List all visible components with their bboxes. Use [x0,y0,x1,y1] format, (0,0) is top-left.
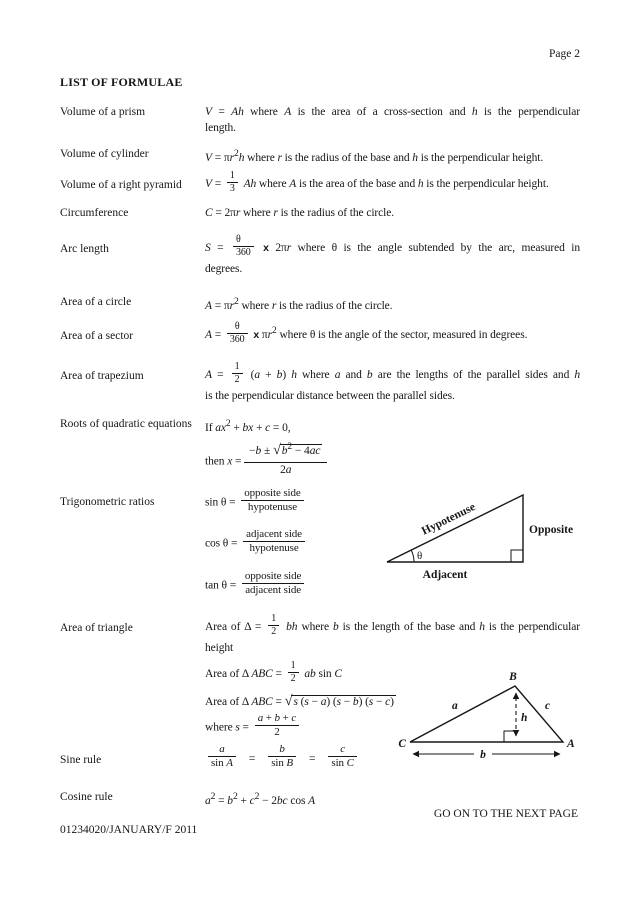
fraction [328,743,356,770]
fraction-numerator: a + b + c [255,712,299,726]
row-volume-cylinder [60,146,580,166]
fraction-numerator: 1 [268,613,279,626]
row-label: Volume of cylinder [60,148,149,160]
formula-text: Area of Δ = [205,621,266,634]
formula-text: x $\pi r^2$ where θ is the angle of the sector, measured in degrees. [253,324,528,341]
fraction-numerator: θ [233,234,254,247]
formula-text: then x = [205,455,245,468]
formula-text: is the perpendicular distance between the parallel sides. [205,389,455,402]
formula-text: length. [205,122,236,134]
formula-text: Ah where A is the area of the base and h is the perpendicular height. [243,177,549,190]
row-volume-prism [60,104,580,136]
fraction-denominator: sin A [211,757,233,770]
fraction [242,570,304,597]
formula-text: V = Ah where A is the area of a cross-section and h is the perpendicular [205,106,580,118]
formula-text: $b^2 - 4ac$ [281,441,321,458]
side-b-label: b [480,749,486,761]
fraction-denominator: 2 [290,672,296,684]
equals-sign: = [248,752,256,765]
row-label: Area of triangle [60,621,133,634]
opposite-label: Opposite [529,524,574,536]
triangle-outline [387,495,523,562]
formula-text: tan θ = [205,578,239,591]
formula-text: x 2πr where θ is the angle subtended by the arc, measured in [263,241,580,254]
row-arc-length [60,233,580,277]
quadratic-formula [205,443,580,480]
row-content [205,104,580,136]
formula-text: (a + b) h where a and b are the lengths of the parallel sides and h [245,368,581,381]
fraction [255,712,299,739]
fraction [233,234,254,259]
fraction-denominator: sin C [331,757,354,770]
fraction-numerator: c [328,743,356,757]
row-content [205,233,580,277]
formula-text: degrees. [205,262,243,275]
fraction [232,361,243,386]
fraction-numerator: b [268,743,296,757]
fraction-denominator: 3 [229,182,235,194]
fraction-numerator: θ [227,321,248,334]
row-label: Roots of quadratic equations [60,417,192,430]
right-angle-icon [504,731,516,742]
row-content [205,205,580,221]
fraction-numerator: a [208,743,236,757]
adjacent-label: Adjacent [422,569,468,581]
formula-text: bh where b is the length of the base and h is the perpendicular [286,621,580,634]
vertex-c-label: C [398,738,406,750]
fraction-numerator: 1 [227,170,238,183]
fraction [241,487,303,514]
vertex-a-label: A [567,738,575,750]
fraction-denominator: 2a [280,464,292,477]
row-content [205,416,580,481]
formula-text [205,233,580,261]
formula-text: height [205,641,234,654]
fraction-denominator: adjacent side [245,583,301,596]
formula-text: C = 2πr where r is the radius of the circle. [205,206,395,219]
row-quadratic-roots [60,416,580,481]
row-content [205,320,580,348]
row-content [205,360,581,404]
formula-text: $V = \pi r^2h$ where r is the radius of the base and h is the perpendicular height. [205,148,544,164]
fraction-denominator: 2 [271,625,277,637]
vertex-b-label: B [509,671,517,683]
fraction [268,613,279,638]
square-root [285,693,396,710]
radical-icon: √ [284,692,293,709]
document-title: LIST OF FORMULAE [60,75,183,89]
fraction [208,743,236,770]
fraction [288,660,299,685]
fraction-numerator: opposite side [241,487,303,501]
fraction-denominator: 2 [274,726,280,739]
row-label: Area of a circle [60,295,132,308]
row-label: Volume of a right pyramid [60,178,182,191]
formula-text: A = [205,328,224,341]
radical-icon: √ [272,442,281,459]
row-label: Circumference [60,206,129,219]
triangle-outline [410,686,563,742]
fraction-numerator: 1 [232,361,243,374]
row-label: Sine rule [60,754,102,767]
row-area-circle [60,294,580,314]
side-a-label: a [452,700,458,712]
theta-label: θ [417,550,423,562]
row-content [205,169,580,197]
fraction-denominator: 360 [229,333,245,345]
row-content [205,294,580,314]
formula-text: Area of Δ ABC = [205,668,285,681]
formula-text [205,360,581,388]
fraction [244,441,327,478]
row-label: Area of a sector [60,329,134,342]
formula-text: Area of Δ ABC = [205,695,285,708]
fraction [268,743,296,770]
abc-triangle-diagram [396,666,638,776]
row-volume-pyramid [60,169,580,197]
fraction [227,321,248,346]
formula-text: s (s − a) (s − b) (s − c) [293,695,394,708]
formula-text: where s = [205,721,252,734]
height-h-label: h [521,712,528,724]
fraction-denominator: 2 [234,373,240,385]
row-label: Trigonometric ratios [60,495,155,508]
footer-instruction: GO ON TO THE NEXT PAGE [433,808,578,820]
formula-text: S = [205,241,230,254]
row-label: Cosine rule [60,790,113,803]
fraction [243,528,305,555]
fraction [227,170,238,195]
formula-text: $A = \pi r^2$ where r is the radius of the circle. [205,295,393,312]
paper-code: 01234020/JANUARY/F 2011 [60,824,198,836]
formula-text: $a^2 = b^2 + c^2 - 2bc$ cos A [205,790,316,807]
fraction-numerator [244,441,327,463]
formula-text: A = [205,368,229,381]
row-content [205,146,580,166]
fraction-denominator: hypotenuse [249,542,299,555]
row-label: Arc length [60,242,109,255]
formula-text: If $ax^2$ + bx + c = 0, [205,417,291,434]
formula-text: sin θ = [205,496,239,509]
side-c-label: c [545,700,551,712]
formula-text [205,612,580,640]
angle-arc-icon [411,550,414,562]
formula-text: ab sin C [304,668,342,681]
formula-text: −b ± [249,445,273,458]
row-label: Area of trapezium [60,369,144,382]
square-root [273,441,322,460]
page-number: Page 2 [549,48,580,60]
trig-triangle-diagram [383,486,635,588]
formula-text: V = [205,177,224,190]
formula-text: cos θ = [205,537,241,550]
row-label: Volume of a prism [60,106,146,118]
fraction-denominator: hypotenuse [247,500,298,513]
row-area-trapezium [60,360,581,404]
fraction-numerator: 1 [288,660,299,673]
fraction-denominator: sin B [271,757,294,770]
fraction-numerator: adjacent side [243,528,305,542]
fraction-numerator: opposite side [242,570,304,584]
right-angle-icon [511,550,523,562]
fraction-denominator: 360 [235,246,251,258]
hypotenuse-label: Hypotenuse [419,501,478,538]
equals-sign: = [309,752,316,765]
row-area-sector [60,320,580,348]
row-circumference [60,205,580,221]
